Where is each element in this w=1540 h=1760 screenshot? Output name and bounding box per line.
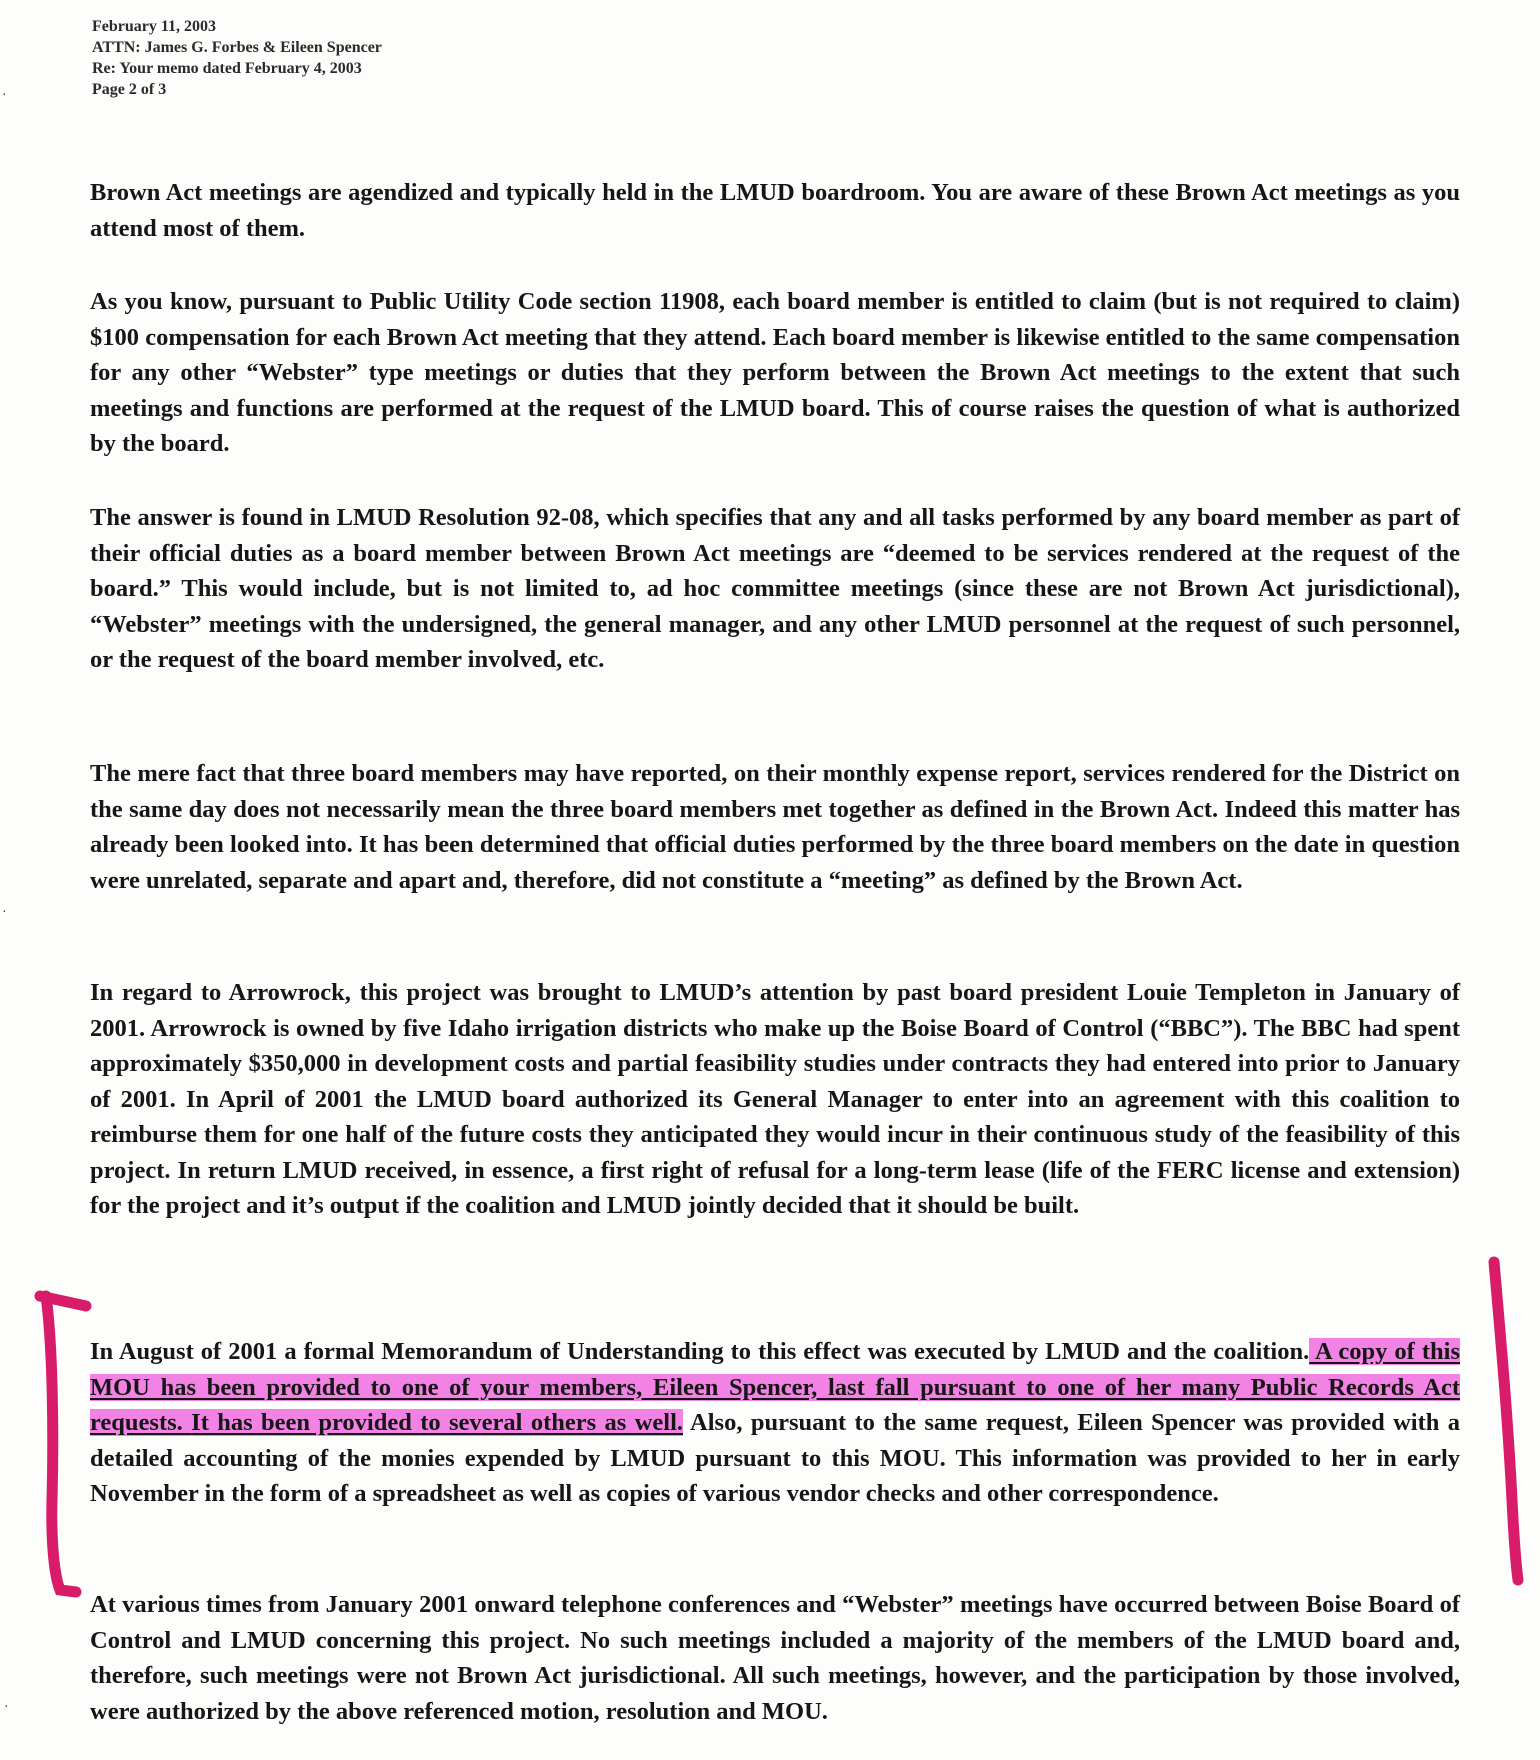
highlighted-provided-to-others-sentence: It has been provided to several others as well.	[191, 1409, 684, 1436]
paragraph-webster-meetings: At various times from January 2001 onward telephone conferences and “Webster” meetings have occurred between Boise Board of Control and LMUD concerning this project. No such meetings included a majority of the members of the LMUD board and, therefore, such meetings were not Brown Act jurisdictional. All such meetings, however, and the participation by those involved, were authorized by the above referenced motion, resolution and MOU.	[90, 1591, 1460, 1725]
paragraph-brown-act-meetings: Brown Act meetings are agendized and typically held in the LMUD boardroom. You are aware of these Brown Act meetings as you attend most of them.	[90, 179, 1460, 242]
right-margin-bracket	[1494, 1262, 1518, 1580]
paragraph-arrowrock: In regard to Arrowrock, this project was brought to LMUD’s attention by past board president Louie Templeton in January of 2001. Arrowrock is owned by five Idaho irrigation districts who make up the Boise Board of Control (“BBC”). The BBC had spent approximately $350,000 in development costs and partial feasibility studies under contracts they had entered into prior to January of 2001. In April of 2001 the LMUD board authorized its General Manager to enter into an agreement with this coalition to reimburse them for one half of the future costs they anticipated they would incur in their continuous study of the feasibility of this project. In return LMUD received, in essence, a first right of refusal for a long-term lease (life of the FERC license and extension) for the project and it’s output if the coalition and LMUD jointly decided that it should be built.	[90, 979, 1460, 1219]
header-page-number: Page 2 of 3	[92, 81, 167, 98]
header-subject: Re: Your memo dated February 4, 2003	[92, 60, 362, 77]
header-date: February 11, 2003	[92, 18, 216, 35]
left-margin-bracket	[40, 1296, 86, 1592]
paragraph-three-board-members: The mere fact that three board members may have reported, on their monthly expense report, services rendered for the District on the same day does not necessarily mean the three board members met together as defined in the Brown Act. Indeed this matter has already been looked into. It has been determined that official duties performed by the three board members on the date in question were unrelated, separate and apart and, therefore, did not constitute a “meeting” as defined by the Brown Act.	[90, 760, 1460, 894]
scan-speck: ·	[4, 1700, 9, 1715]
highlighted-mou-copy-sentence: A copy of this MOU has been provided to one of your members, Eileen Spencer, last fall pursuant to one of her many Public Records Act requests.	[90, 1338, 1460, 1436]
paragraph-resolution-92-08: The answer is found in LMUD Resolution 92-08, which specifies that any and all tasks performed by any board member as part of their official duties as a board member between Brown Act meetings are “deemed to be services rendered at the request of the board.” This would include, but is not limited to, ad hoc committee meetings (since these are not Brown Act jurisdictional), “Webster” meetings with the undersigned, the general manager, and any other LMUD personnel at the request of such personnel, or the request of the board member involved, etc.	[90, 504, 1460, 673]
header-attention: ATTN: James G. Forbes & Eileen Spencer	[92, 39, 382, 56]
mou-text-end: Also, pursuant to the same request, Eileen Spencer was provided with a detailed accounting of the monies expended by LMUD pursuant to this MOU. This information was provided to her in early November in the form of a spreadsheet as well as copies of various vendor checks and other correspondence.	[90, 1409, 1460, 1507]
scan-speck: ·	[2, 905, 7, 920]
mou-text-start: In August of 2001 a formal Memorandum of Understanding to this effect was executed by LMUD and the coalition.	[90, 1338, 1310, 1365]
paragraph-compensation: As you know, pursuant to Public Utility Code section 11908, each board member is entitled to claim (but is not required to claim) $100 compensation for each Brown Act meeting that they attend. Each board member is likewise entitled to the same compensation for any other “Webster” type meetings or duties that they perform between the Brown Act meetings to the extent that such meetings and functions are performed at the request of the LMUD board. This of course raises the question of what is authorized by the board.	[90, 288, 1460, 457]
scan-speck: ·	[2, 88, 7, 103]
